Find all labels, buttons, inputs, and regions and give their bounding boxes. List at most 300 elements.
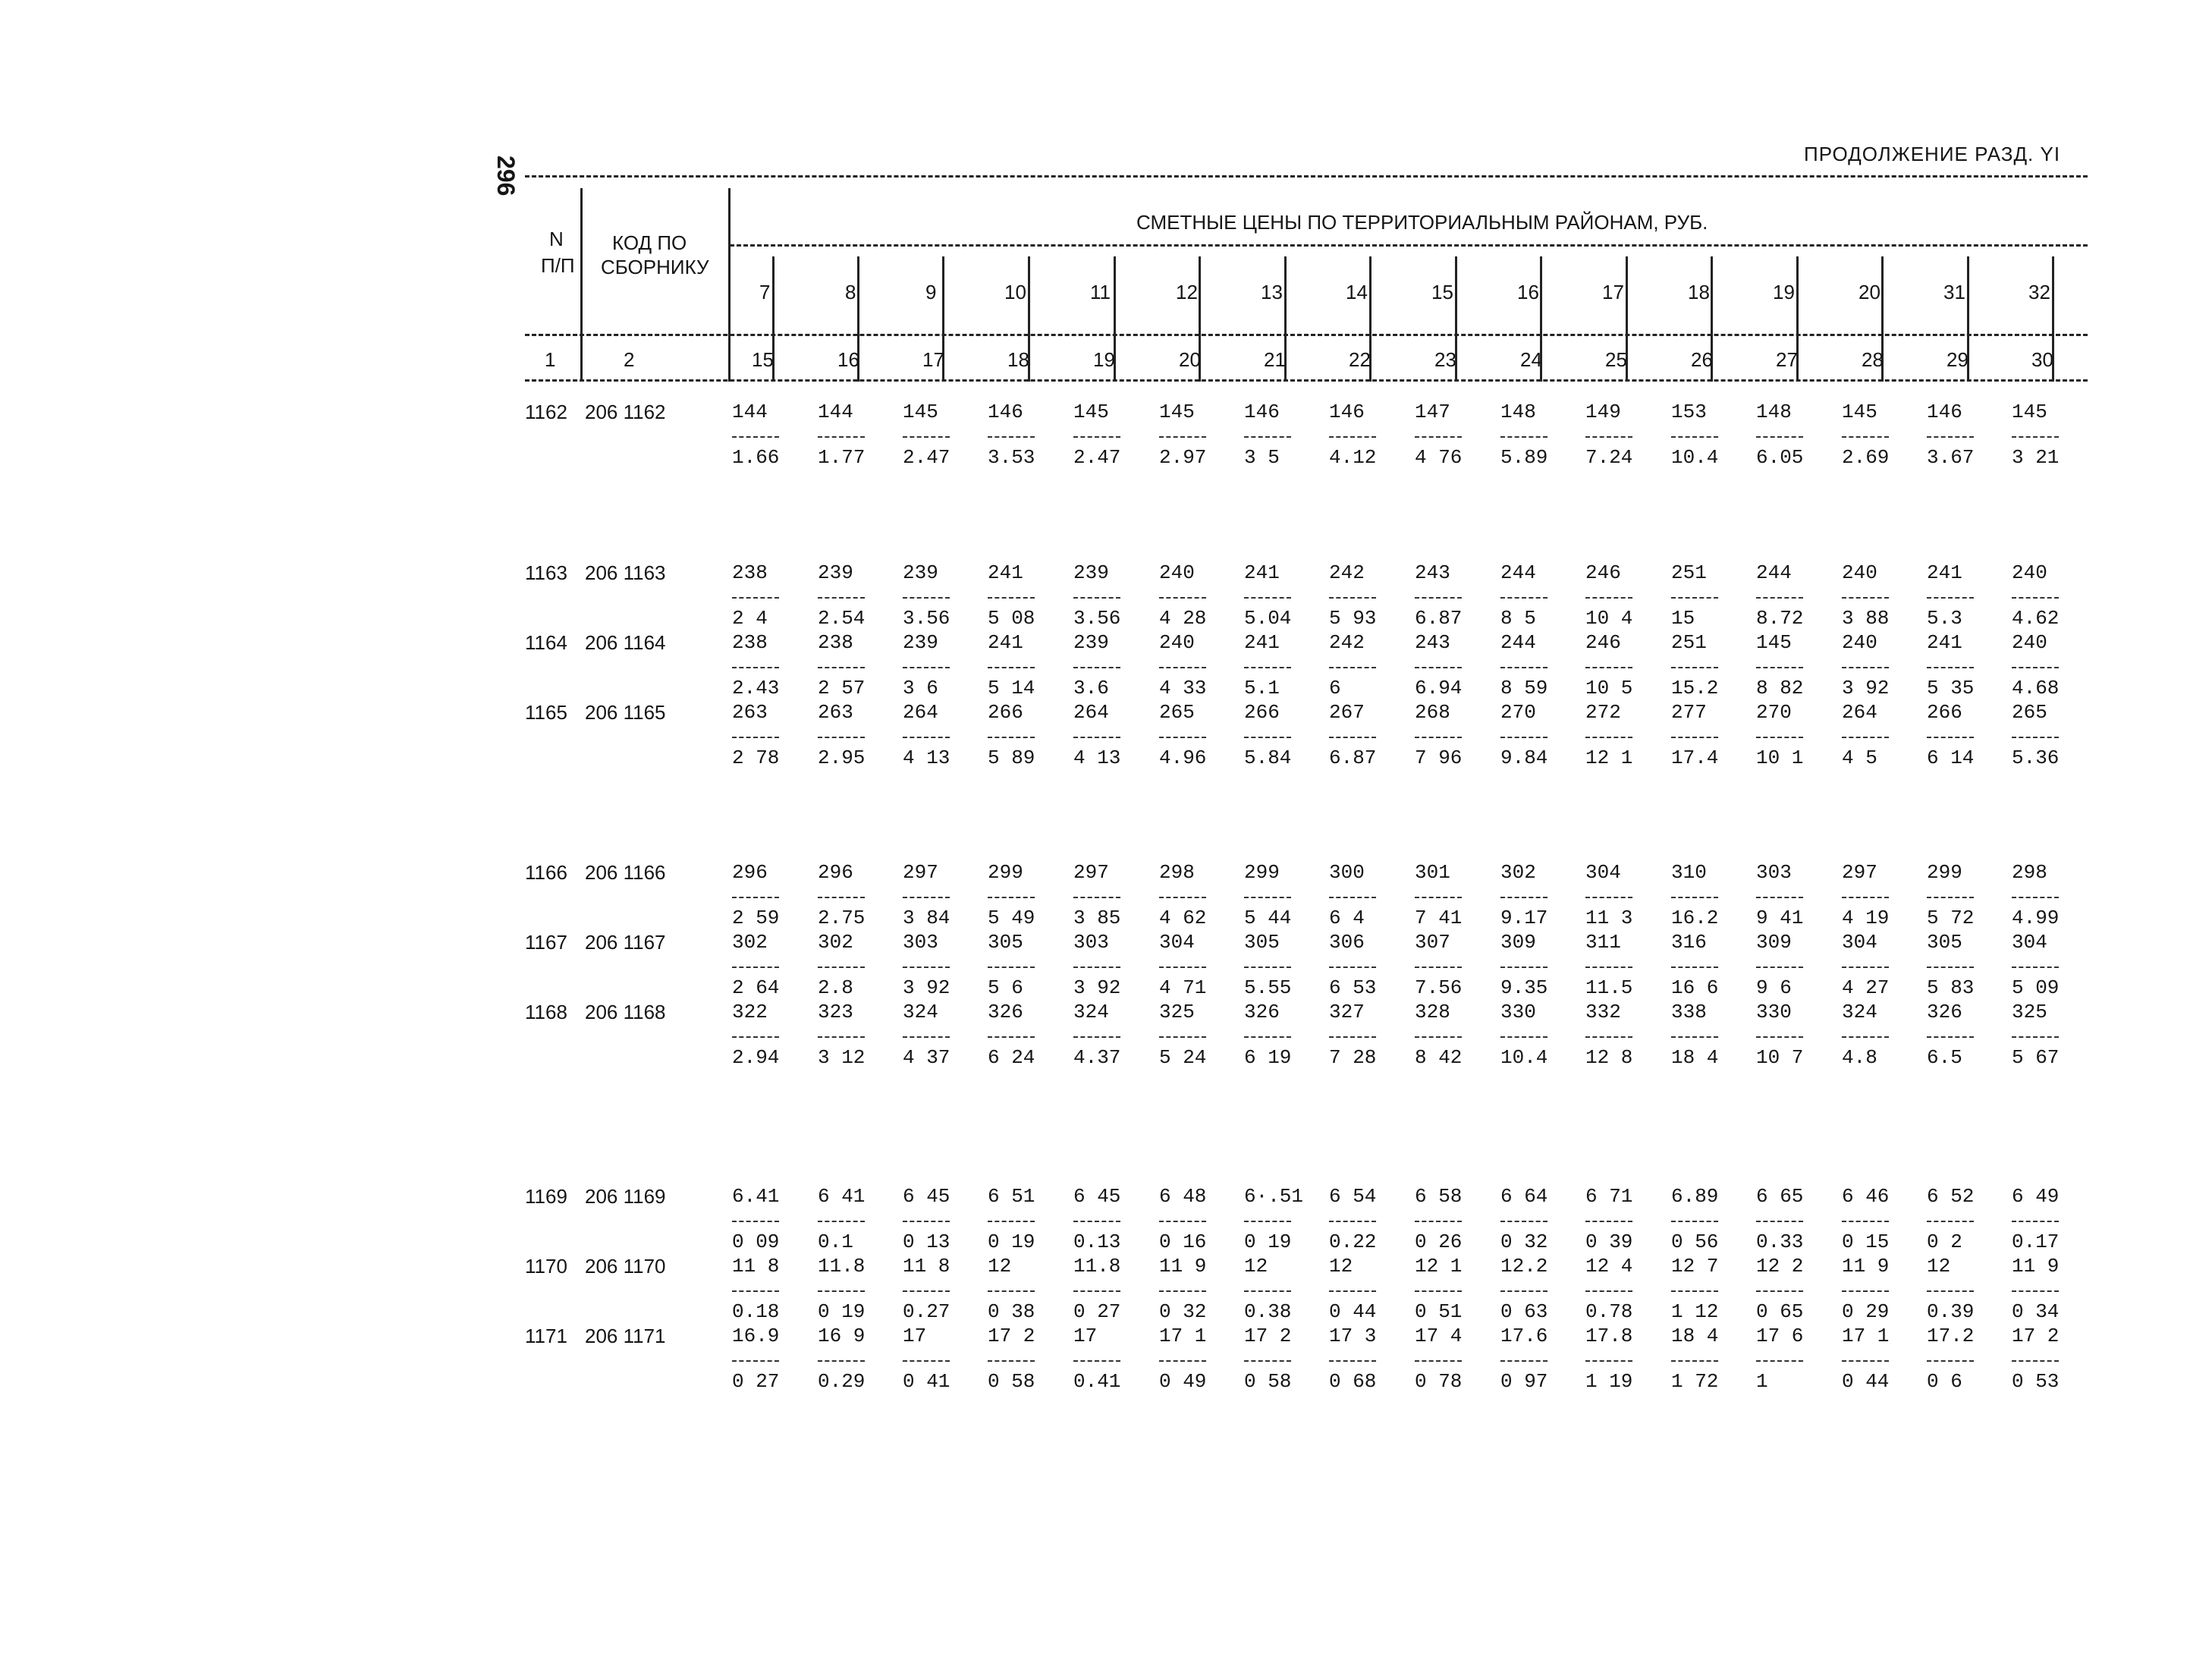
fraction-rule (903, 597, 950, 599)
fraction-rule (1927, 1221, 1974, 1222)
price-subvalue: 4.68 (2012, 677, 2060, 699)
fraction-rule (1842, 1221, 1889, 1222)
price-value: 265 (1159, 701, 1195, 724)
price-subvalue: 11.5 (1585, 976, 1633, 999)
price-subvalue: 2.69 (1842, 446, 1890, 469)
fraction-rule (1671, 1036, 1718, 1038)
price-subvalue: 15 (1671, 607, 1695, 630)
price-value: 241 (1927, 561, 1962, 584)
price-subvalue: 9.35 (1500, 976, 1548, 999)
region-number: 14 (1346, 281, 1368, 303)
fraction-rule (818, 1036, 865, 1038)
fraction-rule (903, 436, 950, 438)
price-value: 304 (1842, 931, 1877, 954)
price-value: 265 (2012, 701, 2047, 724)
price-value: 6 64 (1500, 1185, 1548, 1208)
fraction-rule (1927, 1036, 1974, 1038)
fraction-rule (2012, 1221, 2059, 1222)
price-value: 330 (1500, 1001, 1536, 1023)
price-value: 12 (988, 1255, 1012, 1278)
price-subvalue: 0 2 (1927, 1231, 1962, 1253)
row-code: 206 1164 (585, 631, 666, 654)
fraction-rule (1500, 1036, 1547, 1038)
price-value: 6 58 (1415, 1185, 1463, 1208)
fraction-rule (1671, 436, 1718, 438)
fraction-rule (1244, 436, 1291, 438)
price-value: 12 2 (1756, 1255, 1804, 1278)
price-value: 144 (732, 401, 768, 423)
price-value: 323 (818, 1001, 853, 1023)
region-number: 31 (1943, 281, 1965, 303)
price-subvalue: 3 84 (903, 907, 950, 929)
price-value: 6.89 (1671, 1185, 1719, 1208)
price-subvalue: 4.37 (1073, 1046, 1121, 1069)
price-value: 299 (1927, 861, 1962, 884)
price-subvalue: 5 89 (988, 746, 1035, 769)
column-index: 28 (1862, 348, 1884, 371)
fraction-rule (1756, 737, 1803, 738)
row-code: 206 1165 (585, 701, 666, 724)
price-value: 328 (1415, 1001, 1450, 1023)
price-value: 6·.51 (1244, 1185, 1304, 1208)
price-value: 145 (1073, 401, 1109, 423)
fraction-rule (1927, 897, 1974, 898)
price-subvalue: 0 09 (732, 1231, 780, 1253)
fraction-rule (1756, 1290, 1803, 1292)
fraction-rule (1585, 667, 1632, 668)
price-value: 309 (1500, 931, 1536, 954)
price-subvalue: 4.12 (1329, 446, 1377, 469)
price-value: 299 (988, 861, 1023, 884)
price-subvalue: 7.56 (1415, 976, 1463, 999)
price-value: 11 9 (1159, 1255, 1207, 1278)
column-index: 25 (1605, 348, 1627, 371)
price-subvalue: 0.33 (1756, 1231, 1804, 1253)
fraction-rule (1329, 436, 1376, 438)
fraction-rule (988, 737, 1035, 738)
price-value: 243 (1415, 631, 1450, 654)
price-value: 6 46 (1842, 1185, 1890, 1208)
price-subvalue: 2 57 (818, 677, 866, 699)
fraction-rule (1415, 597, 1462, 599)
price-value: 240 (1842, 631, 1877, 654)
header-vbar (728, 188, 731, 382)
price-value: 330 (1756, 1001, 1792, 1023)
price-subvalue: 12 8 (1585, 1046, 1633, 1069)
region-number: 11 (1090, 281, 1111, 303)
fraction-rule (1842, 967, 1889, 968)
price-subvalue: 4.99 (2012, 907, 2060, 929)
price-subvalue: 0 68 (1329, 1370, 1377, 1393)
fraction-rule (2012, 1290, 2059, 1292)
column-index: 26 (1691, 348, 1713, 371)
fraction-rule (988, 897, 1035, 898)
region-number: 16 (1517, 281, 1539, 303)
fraction-rule (1927, 597, 1974, 599)
price-value: 296 (732, 861, 768, 884)
fraction-rule (1159, 737, 1206, 738)
price-subvalue: 2.8 (818, 976, 853, 999)
price-value: 239 (903, 561, 938, 584)
price-value: 12 7 (1671, 1255, 1719, 1278)
price-subvalue: 3 92 (1842, 677, 1890, 699)
price-value: 11 9 (2012, 1255, 2060, 1278)
price-value: 243 (1415, 561, 1450, 584)
price-value: 238 (818, 631, 853, 654)
price-value: 6 54 (1329, 1185, 1377, 1208)
price-value: 144 (818, 401, 853, 423)
fraction-rule (818, 1221, 865, 1222)
price-subvalue: 5 24 (1159, 1046, 1207, 1069)
price-subvalue: 5.04 (1244, 607, 1292, 630)
price-value: 242 (1329, 631, 1365, 654)
price-subvalue: 3.56 (1073, 607, 1121, 630)
price-value: 324 (1842, 1001, 1877, 1023)
price-subvalue: 8 59 (1500, 677, 1548, 699)
fraction-rule (1585, 1290, 1632, 1292)
fraction-rule (1073, 667, 1120, 668)
fraction-rule (1842, 1036, 1889, 1038)
price-subvalue: 3 6 (903, 677, 938, 699)
price-value: 145 (1756, 631, 1792, 654)
fraction-rule (1159, 667, 1206, 668)
fraction-rule (1329, 737, 1376, 738)
fraction-rule (1159, 1221, 1206, 1222)
price-value: 16.9 (732, 1325, 780, 1347)
price-subvalue: 6 24 (988, 1046, 1035, 1069)
fraction-rule (1159, 897, 1206, 898)
price-value: 332 (1585, 1001, 1621, 1023)
price-subvalue: 3 92 (1073, 976, 1121, 999)
fraction-rule (1842, 667, 1889, 668)
region-number: 15 (1431, 281, 1453, 303)
price-value: 241 (1244, 561, 1280, 584)
price-subvalue: 4 5 (1842, 746, 1877, 769)
price-subvalue: 5 93 (1329, 607, 1377, 630)
fraction-rule (1244, 1221, 1291, 1222)
price-value: 270 (1756, 701, 1792, 724)
fraction-rule (988, 1221, 1035, 1222)
header-num-1: 1 (545, 348, 556, 371)
price-value: 246 (1585, 561, 1621, 584)
price-value: 153 (1671, 401, 1707, 423)
price-subvalue: 7 28 (1329, 1046, 1377, 1069)
fraction-rule (1500, 436, 1547, 438)
region-number: 18 (1688, 281, 1710, 303)
fraction-rule (732, 1290, 779, 1292)
fraction-rule (818, 436, 865, 438)
fraction-rule (988, 967, 1035, 968)
price-value: 310 (1671, 861, 1707, 884)
price-subvalue: 2.94 (732, 1046, 780, 1069)
row-code: 206 1162 (585, 401, 666, 423)
price-subvalue: 0 32 (1500, 1231, 1548, 1253)
price-subvalue: 10 1 (1756, 746, 1804, 769)
fraction-rule (1415, 737, 1462, 738)
fraction-rule (1500, 897, 1547, 898)
price-value: 12 (1329, 1255, 1353, 1278)
price-value: 241 (988, 561, 1023, 584)
fraction-rule (1244, 737, 1291, 738)
price-value: 304 (2012, 931, 2047, 954)
price-value: 266 (1244, 701, 1280, 724)
fraction-rule (2012, 597, 2059, 599)
price-value: 17 (903, 1325, 927, 1347)
fraction-rule (732, 436, 779, 438)
row-number: 1164 (525, 631, 567, 654)
price-subvalue: 0 27 (1073, 1300, 1121, 1323)
fraction-rule (1671, 1360, 1718, 1362)
fraction-rule (818, 897, 865, 898)
fraction-rule (1927, 436, 1974, 438)
fraction-rule (1159, 597, 1206, 599)
price-subvalue: 8 42 (1415, 1046, 1463, 1069)
price-subvalue: 6 19 (1244, 1046, 1292, 1069)
price-subvalue: 10 7 (1756, 1046, 1804, 1069)
price-value: 300 (1329, 861, 1365, 884)
price-value: 239 (818, 561, 853, 584)
price-subvalue: 1 19 (1585, 1370, 1633, 1393)
price-value: 326 (1927, 1001, 1962, 1023)
fraction-rule (1415, 967, 1462, 968)
price-value: 241 (1927, 631, 1962, 654)
price-value: 240 (1842, 561, 1877, 584)
price-subvalue: 2 4 (732, 607, 768, 630)
fraction-rule (732, 597, 779, 599)
price-value: 306 (1329, 931, 1365, 954)
fraction-rule (1073, 1036, 1120, 1038)
row-code: 206 1166 (585, 861, 666, 884)
fraction-rule (1500, 597, 1547, 599)
fraction-rule (1842, 1360, 1889, 1362)
price-subvalue: 3 21 (2012, 446, 2060, 469)
fraction-rule (1073, 436, 1120, 438)
price-value: 264 (1073, 701, 1109, 724)
fraction-rule (1244, 897, 1291, 898)
price-subvalue: 1 12 (1671, 1300, 1719, 1323)
price-subvalue: 0 13 (903, 1231, 950, 1253)
fraction-rule (818, 597, 865, 599)
page-number: 296 (492, 156, 520, 196)
price-subvalue: 6.94 (1415, 677, 1463, 699)
price-subvalue: 18 4 (1671, 1046, 1719, 1069)
fraction-rule (1842, 436, 1889, 438)
fraction-rule (903, 967, 950, 968)
fraction-rule (1329, 597, 1376, 599)
fraction-rule (1927, 1290, 1974, 1292)
price-value: 17.2 (1927, 1325, 1975, 1347)
price-value: 17 1 (1842, 1325, 1890, 1347)
row-code: 206 1171 (585, 1325, 666, 1347)
price-value: 148 (1756, 401, 1792, 423)
fraction-rule (1671, 1290, 1718, 1292)
price-subvalue: 5 49 (988, 907, 1035, 929)
fraction-rule (732, 737, 779, 738)
column-index: 24 (1520, 348, 1542, 371)
header-col-pp: П/П (541, 254, 575, 277)
price-subvalue: 0.41 (1073, 1370, 1121, 1393)
region-number: 20 (1859, 281, 1881, 303)
fraction-rule (1415, 1360, 1462, 1362)
fraction-rule (1756, 967, 1803, 968)
price-subvalue: 5 08 (988, 607, 1035, 630)
fraction-rule (988, 1360, 1035, 1362)
price-value: 17 4 (1415, 1325, 1463, 1347)
price-subvalue: 3.53 (988, 446, 1035, 469)
price-subvalue: 4 13 (903, 746, 950, 769)
price-subvalue: 0.39 (1927, 1300, 1975, 1323)
price-value: 18 4 (1671, 1325, 1719, 1347)
price-value: 326 (1244, 1001, 1280, 1023)
price-value: 264 (903, 701, 938, 724)
price-value: 16 9 (818, 1325, 866, 1347)
fraction-rule (1671, 667, 1718, 668)
price-subvalue: 0 27 (732, 1370, 780, 1393)
running-head: ПРОДОЛЖЕНИЕ РАЗД. YI (1804, 143, 2061, 165)
price-subvalue: 0 58 (988, 1370, 1035, 1393)
price-subvalue: 4 62 (1159, 907, 1207, 929)
fraction-rule (732, 967, 779, 968)
price-subvalue: 0.1 (818, 1231, 853, 1253)
price-subvalue: 16.2 (1671, 907, 1719, 929)
price-subvalue: 0 56 (1671, 1231, 1719, 1253)
fraction-rule (903, 1036, 950, 1038)
fraction-rule (1671, 1221, 1718, 1222)
row-number: 1167 (525, 931, 567, 954)
price-subvalue: 3 12 (818, 1046, 866, 1069)
price-value: 244 (1756, 561, 1792, 584)
price-subvalue: 3 92 (903, 976, 950, 999)
price-subvalue: 6 (1329, 677, 1341, 699)
price-value: 309 (1756, 931, 1792, 954)
price-value: 297 (1842, 861, 1877, 884)
fraction-rule (1329, 1221, 1376, 1222)
fraction-rule (1244, 1290, 1291, 1292)
price-subvalue: 0 78 (1415, 1370, 1463, 1393)
fraction-rule (1073, 1360, 1120, 1362)
price-value: 12.2 (1500, 1255, 1548, 1278)
fraction-rule (903, 1360, 950, 1362)
price-value: 148 (1500, 401, 1536, 423)
fraction-rule (732, 1360, 779, 1362)
price-value: 301 (1415, 861, 1450, 884)
price-value: 146 (988, 401, 1023, 423)
fraction-rule (818, 1290, 865, 1292)
column-index: 30 (2031, 348, 2053, 371)
price-value: 6 65 (1756, 1185, 1804, 1208)
price-subvalue: 0.22 (1329, 1231, 1377, 1253)
price-subvalue: 0 39 (1585, 1231, 1633, 1253)
price-value: 12 (1927, 1255, 1951, 1278)
price-value: 244 (1500, 631, 1536, 654)
row-number: 1162 (525, 401, 567, 423)
column-index: 19 (1093, 348, 1115, 371)
price-subvalue: 6.05 (1756, 446, 1804, 469)
header-col-n: N (549, 228, 564, 250)
price-subvalue: 2.95 (818, 746, 866, 769)
price-value: 263 (732, 701, 768, 724)
fraction-rule (903, 897, 950, 898)
price-value: 307 (1415, 931, 1450, 954)
region-number: 19 (1773, 281, 1795, 303)
fraction-rule (1671, 897, 1718, 898)
price-subvalue: 0 44 (1842, 1370, 1890, 1393)
fraction-rule (2012, 967, 2059, 968)
price-value: 147 (1415, 401, 1450, 423)
fraction-rule (1756, 597, 1803, 599)
price-subvalue: 5 83 (1927, 976, 1975, 999)
fraction-rule (1927, 967, 1974, 968)
price-subvalue: 0 51 (1415, 1300, 1463, 1323)
price-subvalue: 2.43 (732, 677, 780, 699)
price-value: 325 (2012, 1001, 2047, 1023)
fraction-rule (1159, 1290, 1206, 1292)
fraction-rule (1244, 967, 1291, 968)
price-subvalue: 5 6 (988, 976, 1023, 999)
price-subvalue: 5.55 (1244, 976, 1292, 999)
column-index: 22 (1349, 348, 1371, 371)
fraction-rule (818, 967, 865, 968)
price-value: 239 (903, 631, 938, 654)
price-value: 338 (1671, 1001, 1707, 1023)
row-number: 1165 (525, 701, 567, 724)
price-value: 240 (2012, 631, 2047, 654)
price-subvalue: 7.24 (1585, 446, 1633, 469)
column-index: 23 (1434, 348, 1456, 371)
price-value: 322 (732, 1001, 768, 1023)
fraction-rule (1927, 667, 1974, 668)
price-value: 12 4 (1585, 1255, 1633, 1278)
fraction-rule (2012, 897, 2059, 898)
price-subvalue: 5.84 (1244, 746, 1292, 769)
fraction-rule (1585, 436, 1632, 438)
price-subvalue: 2.54 (818, 607, 866, 630)
fraction-rule (1500, 667, 1547, 668)
price-subvalue: 5.1 (1244, 677, 1280, 699)
price-value: 11 8 (732, 1255, 780, 1278)
price-subvalue: 16 6 (1671, 976, 1719, 999)
fraction-rule (2012, 1360, 2059, 1362)
rule-top (525, 175, 2088, 178)
price-subvalue: 4 76 (1415, 446, 1463, 469)
price-subvalue: 6 53 (1329, 976, 1377, 999)
price-subvalue: 3.56 (903, 607, 950, 630)
price-subvalue: 5.36 (2012, 746, 2060, 769)
price-subvalue: 9 41 (1756, 907, 1804, 929)
price-subvalue: 4 71 (1159, 976, 1207, 999)
price-subvalue: 0.29 (818, 1370, 866, 1393)
price-value: 145 (903, 401, 938, 423)
row-number: 1166 (525, 861, 567, 884)
fraction-rule (1756, 667, 1803, 668)
row-code: 206 1170 (585, 1255, 666, 1278)
price-subvalue: 8.72 (1756, 607, 1804, 630)
price-value: 17 6 (1756, 1325, 1804, 1347)
price-value: 297 (903, 861, 938, 884)
fraction-rule (1329, 1290, 1376, 1292)
price-subvalue: 0 26 (1415, 1231, 1463, 1253)
price-subvalue: 0 34 (2012, 1300, 2060, 1323)
fraction-rule (1585, 597, 1632, 599)
price-value: 17 3 (1329, 1325, 1377, 1347)
fraction-rule (988, 1290, 1035, 1292)
price-subvalue: 8 5 (1500, 607, 1536, 630)
fraction-rule (1500, 1290, 1547, 1292)
fraction-rule (1927, 737, 1974, 738)
fraction-rule (1329, 667, 1376, 668)
price-value: 268 (1415, 701, 1450, 724)
column-index: 18 (1007, 348, 1029, 371)
